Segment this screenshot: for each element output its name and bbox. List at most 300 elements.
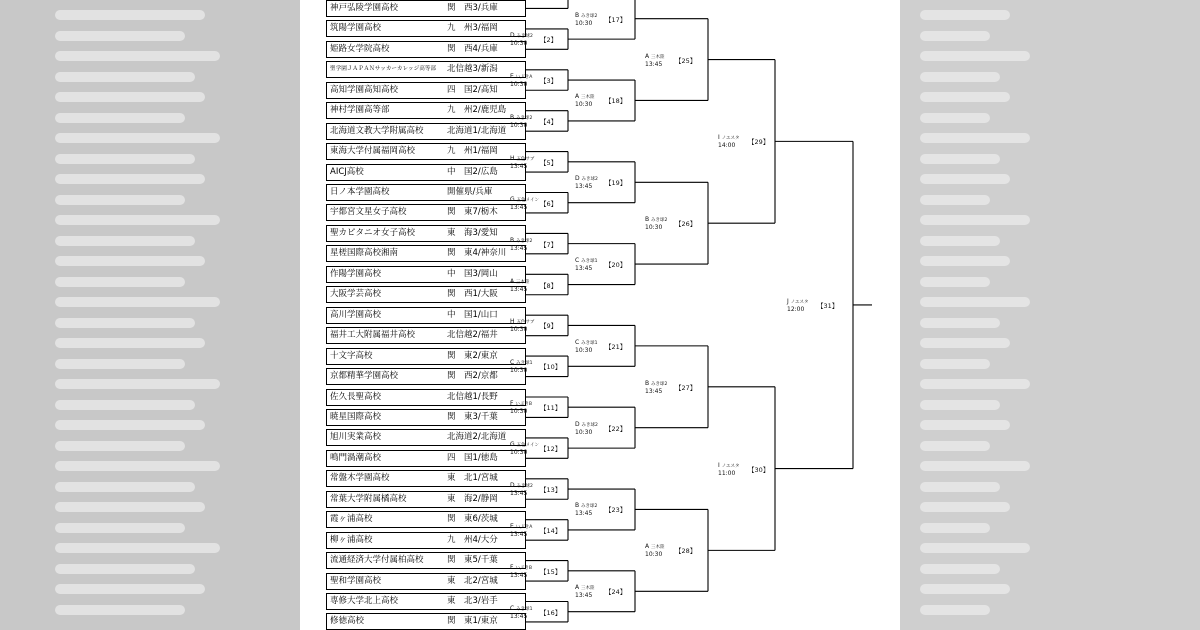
team-name: 修徳高校: [330, 616, 365, 627]
match-number: 【30】: [748, 465, 770, 474]
team-region: 関 東5/千葉: [447, 555, 498, 566]
blurred-row: [920, 482, 1000, 492]
team-region: 九 州3/福岡: [447, 23, 498, 34]
blurred-row: [920, 584, 1010, 594]
team-entry: [326, 409, 526, 426]
match-number: 【13】: [540, 486, 562, 495]
team-name: 専修大学北上高校: [330, 596, 399, 606]
match-info: [510, 114, 532, 129]
match-court: C: [510, 359, 515, 367]
team-region: 開催県/兵庫: [447, 187, 493, 197]
blurred-row: [920, 277, 990, 287]
blurred-row: [55, 543, 220, 553]
team-entry: [326, 204, 526, 221]
blurred-row: [920, 154, 1000, 164]
match-number: 【29】: [748, 138, 770, 147]
match-time: 13:45: [510, 490, 528, 498]
match-court: A: [510, 277, 515, 285]
blurred-row: [920, 543, 1030, 553]
match-court: C: [575, 338, 580, 346]
match-court: B: [575, 11, 580, 19]
blurred-row: [920, 420, 1010, 430]
team-entry: [326, 491, 526, 508]
match-time: 10:30: [575, 428, 593, 436]
team-entry: [326, 532, 526, 549]
match-court: G: [510, 195, 515, 203]
team-name: 暁星国際高校: [330, 411, 382, 422]
blurred-row: [55, 605, 185, 615]
match-info: [575, 12, 597, 27]
team-name: 常盤木学園高校: [330, 473, 390, 484]
team-region: 東 北1/宮城: [447, 473, 498, 484]
match-time: 10:30: [510, 367, 528, 375]
match-time: 13:45: [575, 265, 593, 273]
match-time: 10:30: [510, 449, 528, 457]
team-entry: [326, 245, 526, 262]
blurred-row: [55, 92, 205, 102]
match-venue: 五色メイン: [516, 443, 539, 449]
match-venue: みき球1: [581, 259, 598, 265]
match-venue: 五色サブ: [516, 156, 535, 162]
match-time: 10:30: [510, 326, 528, 334]
match-venue: 三木陸: [651, 545, 665, 551]
match-court: E: [510, 522, 514, 530]
team-entry: [326, 450, 526, 467]
match-time: 13:45: [645, 387, 663, 395]
team-name: 北海道文教大学附属高校: [330, 125, 424, 136]
match-time: 13:45: [575, 510, 593, 518]
team-name: 京都精華学園高校: [330, 371, 399, 382]
match-info: [510, 359, 533, 374]
team-name: 大阪学芸高校: [330, 289, 382, 300]
match-court: C: [575, 257, 580, 265]
blurred-row: [55, 236, 195, 246]
match-info: [510, 155, 534, 170]
match-number: 【17】: [605, 15, 627, 24]
match-number: 【22】: [605, 424, 627, 433]
team-name: 日ノ本学園高校: [330, 187, 390, 197]
team-entry: [326, 389, 526, 406]
match-court: D: [510, 32, 515, 40]
match-court: J: [787, 297, 789, 305]
team-name: 高川学園高校: [330, 309, 382, 320]
match-number: 【14】: [540, 526, 562, 535]
match-info: [575, 175, 598, 190]
match-time: 13:45: [510, 285, 528, 293]
match-venue: いぶきB: [515, 565, 532, 571]
team-entry: [326, 511, 526, 528]
blurred-row: [920, 564, 1000, 574]
team-entry: [326, 286, 526, 303]
blurred-row: [920, 215, 1030, 225]
match-number: 【18】: [605, 97, 627, 106]
match-info: [575, 502, 597, 517]
match-number: 【31】: [817, 301, 839, 310]
team-name: 佐久長聖高校: [330, 391, 382, 402]
match-number: 【28】: [675, 547, 697, 556]
match-venue: ノエスタ: [721, 463, 740, 469]
match-venue: 三木陸: [516, 279, 530, 285]
team-region: 中 国1/山口: [447, 309, 498, 320]
match-number: 【19】: [605, 179, 627, 188]
match-court: B: [645, 379, 650, 387]
match-venue: 五色サブ: [516, 320, 535, 326]
team-name: 聖カピタニオ女子高校: [330, 227, 416, 238]
team-name: 作陽学園高校: [330, 268, 382, 279]
blurred-row: [920, 502, 1010, 512]
match-time: 14:00: [718, 142, 736, 150]
match-venue: 五色メイン: [516, 197, 539, 203]
team-name: 旭川実業高校: [330, 432, 382, 443]
match-time: 13:45: [575, 183, 593, 191]
blurred-row: [920, 441, 990, 451]
match-court: D: [575, 420, 580, 428]
team-region: 関 西1/大阪: [447, 289, 498, 300]
match-court: A: [645, 52, 650, 60]
blurred-row: [55, 318, 195, 328]
match-venue: ノエスタ: [790, 299, 809, 305]
match-court: I: [718, 134, 720, 142]
match-time: 13:45: [510, 162, 528, 170]
blurred-row: [920, 605, 990, 615]
match-number: 【20】: [605, 261, 627, 270]
team-name: 姫路女学院高校: [330, 43, 390, 54]
match-venue: みき球2: [651, 381, 668, 387]
team-region: 北海道2/北海道: [447, 432, 507, 443]
team-name: 福井工大附属福井高校: [330, 330, 416, 341]
match-time: 13:45: [510, 203, 528, 211]
blurred-row: [920, 195, 990, 205]
team-entry: [326, 82, 526, 99]
team-entry: [326, 266, 526, 283]
team-name: 星槎国際高校湘南: [330, 248, 399, 259]
match-info: [575, 421, 598, 436]
team-name: 十文字高校: [330, 350, 373, 361]
team-region: 中 国3/岡山: [447, 268, 498, 279]
match-court: A: [575, 584, 580, 592]
match-venue: ノエスタ: [721, 136, 740, 142]
match-number: 【6】: [540, 199, 558, 208]
team-entry: [326, 164, 526, 181]
team-entry: [326, 573, 526, 590]
match-number: 【26】: [675, 220, 697, 229]
match-venue: 三木陸: [581, 586, 595, 592]
team-region: 東 北3/岩手: [447, 596, 498, 606]
match-number: 【12】: [540, 445, 562, 454]
match-time: 10:30: [575, 346, 593, 354]
blurred-row: [920, 51, 1030, 61]
match-time: 11:00: [718, 469, 736, 477]
blurred-row: [55, 195, 185, 205]
blurred-row: [55, 154, 195, 164]
match-number: 【3】: [540, 77, 558, 86]
team-name: 筑陽学園高校: [330, 23, 382, 34]
match-court: A: [575, 93, 580, 101]
team-region: 関 東1/東京: [447, 616, 498, 627]
blurred-row: [55, 338, 205, 348]
blurred-row: [55, 420, 205, 430]
match-venue: 三木陸: [581, 95, 595, 101]
match-number: 【25】: [675, 56, 697, 65]
match-info: [510, 564, 532, 579]
match-time: 10:30: [510, 81, 528, 89]
match-venue: みき球2: [581, 422, 598, 428]
match-venue: みき球1: [516, 361, 533, 367]
blurred-row: [920, 256, 1010, 266]
blurred-row: [920, 338, 1010, 348]
team-region: 関 西2/京都: [447, 371, 498, 382]
team-region: 関 東6/茨城: [447, 514, 498, 525]
team-region: 東 海3/愛知: [447, 227, 498, 238]
team-name: 柳ヶ浦高校: [330, 534, 373, 545]
match-info: [645, 543, 665, 558]
match-number: 【11】: [540, 404, 562, 413]
match-info: [575, 257, 598, 272]
match-info: [510, 605, 533, 620]
match-time: 10:30: [575, 101, 593, 109]
team-entry: [326, 613, 526, 630]
blurred-row: [55, 256, 205, 266]
match-info: [787, 298, 808, 313]
match-court: B: [645, 216, 650, 224]
match-court: H: [510, 318, 515, 326]
match-info: [510, 32, 533, 47]
tournament-bracket: [300, 0, 900, 630]
team-name: 流通経済大学付属柏高校: [330, 555, 424, 566]
match-court: F: [510, 400, 514, 408]
match-time: 10:30: [645, 224, 663, 232]
team-region: 関 東7/栃木: [447, 207, 498, 218]
team-name: 聖学園ＪＡＰＡＮサッカーカレッジ高等部: [330, 66, 437, 73]
team-region: 九 州4/大分: [447, 534, 498, 545]
team-region: 中 国2/広島: [447, 166, 498, 177]
match-number: 【4】: [540, 117, 558, 126]
team-name: 宇都宮文星女子高校: [330, 207, 407, 218]
match-court: B: [575, 502, 580, 510]
match-info: [575, 93, 595, 108]
blurred-row: [920, 174, 1010, 184]
blurred-row: [55, 359, 185, 369]
blurred-row: [55, 523, 185, 533]
blurred-row: [920, 72, 1000, 82]
blurred-row: [55, 379, 220, 389]
blurred-right-panel: [900, 0, 1200, 630]
blurred-row: [920, 10, 1010, 20]
match-venue: いぶきA: [515, 524, 533, 530]
team-entry: [326, 0, 526, 17]
blurred-row: [55, 400, 195, 410]
match-info: [510, 196, 539, 211]
team-region: 関 東2/東京: [447, 350, 498, 361]
team-region: 北信越3/新潟: [447, 64, 498, 75]
team-region: 九 州2/鹿児島: [447, 105, 507, 116]
match-time: 13:45: [575, 592, 593, 600]
match-court: B: [510, 236, 515, 244]
match-info: [510, 73, 532, 88]
match-time: 10:30: [510, 408, 528, 416]
team-region: 北信越2/福井: [447, 330, 498, 341]
match-court: H: [510, 154, 515, 162]
match-info: [510, 482, 533, 497]
match-venue: みき球2: [516, 484, 533, 490]
match-court: G: [510, 441, 515, 449]
team-name: 神戸弘陵学園高校: [330, 2, 399, 13]
blurred-row: [55, 502, 205, 512]
match-time: 10:30: [510, 40, 528, 48]
match-time: 10:30: [510, 121, 528, 129]
team-entry: [326, 143, 526, 160]
team-region: 関 西3/兵庫: [447, 2, 498, 13]
team-region: 四 国2/高知: [447, 84, 498, 95]
match-court: D: [575, 175, 580, 183]
team-entry: [326, 123, 526, 140]
blurred-row: [920, 461, 1030, 471]
team-entry: [326, 184, 526, 201]
team-region: 四 国1/徳島: [447, 452, 498, 463]
blurred-row: [55, 297, 220, 307]
match-info: [645, 216, 667, 231]
match-number: 【16】: [540, 608, 562, 617]
match-number: 【7】: [540, 240, 558, 249]
match-venue: みき球2: [581, 504, 598, 510]
match-info: [510, 441, 539, 456]
team-region: 北海道1/北海道: [447, 125, 507, 136]
blurred-row: [55, 51, 220, 61]
match-number: 【9】: [540, 322, 558, 331]
blurred-row: [920, 133, 1030, 143]
match-number: 【27】: [675, 383, 697, 392]
blurred-row: [920, 236, 1000, 246]
team-region: 九 州1/福岡: [447, 146, 498, 157]
blurred-row: [920, 297, 1030, 307]
blurred-row: [55, 461, 220, 471]
match-info: [575, 584, 595, 599]
team-entry: [326, 368, 526, 385]
match-info: [575, 339, 598, 354]
team-entry: [326, 348, 526, 365]
match-number: 【5】: [540, 158, 558, 167]
team-entry: [326, 429, 526, 449]
blurred-row: [55, 113, 185, 123]
blurred-row: [55, 441, 185, 451]
match-venue: みき球2: [516, 238, 533, 244]
match-number: 【2】: [540, 36, 558, 45]
blurred-row: [920, 359, 990, 369]
match-number: 【21】: [605, 342, 627, 351]
team-name: 神村学園高等部: [330, 105, 390, 116]
match-court: B: [510, 113, 515, 121]
match-number: 【24】: [605, 588, 627, 597]
match-court: D: [510, 482, 515, 490]
match-venue: みき球2: [651, 218, 668, 224]
team-name: 鳴門渦潮高校: [330, 452, 382, 463]
blurred-row: [55, 277, 185, 287]
blurred-row: [55, 482, 195, 492]
match-court: F: [510, 563, 514, 571]
match-venue: みき球1: [581, 340, 598, 346]
match-number: 【23】: [605, 506, 627, 515]
match-time: 10:30: [575, 19, 593, 27]
blurred-row: [55, 72, 195, 82]
match-info: [718, 462, 739, 477]
match-time: 13:45: [510, 612, 528, 620]
match-court: C: [510, 604, 515, 612]
blurred-row: [920, 400, 1000, 410]
match-info: [510, 237, 532, 252]
match-time: 13:45: [645, 60, 663, 68]
match-venue: みき球2: [581, 177, 598, 183]
blurred-row: [55, 215, 220, 225]
team-entry: [326, 552, 526, 569]
match-court: E: [510, 73, 514, 81]
blurred-row: [55, 133, 220, 143]
match-court: I: [718, 461, 720, 469]
team-entry: [326, 593, 526, 610]
team-name: AICJ高校: [330, 166, 364, 177]
team-name: 東海大学付属福岡高校: [330, 146, 416, 157]
blurred-row: [55, 174, 205, 184]
team-entry: [326, 327, 526, 344]
blurred-row: [920, 92, 1010, 102]
team-region: 関 西4/兵庫: [447, 43, 498, 54]
match-venue: 三木陸: [651, 54, 665, 60]
match-venue: みき球2: [516, 34, 533, 40]
blurred-row: [55, 10, 205, 20]
match-info: [510, 318, 534, 333]
match-number: 【15】: [540, 567, 562, 576]
team-region: 北信越1/長野: [447, 391, 498, 402]
team-region: 東 海2/静岡: [447, 493, 498, 504]
team-region: 関 東3/千葉: [447, 411, 498, 422]
team-region: 関 東4/神奈川: [447, 248, 507, 259]
team-entry: [326, 102, 526, 119]
blurred-row: [55, 564, 195, 574]
match-time: 13:45: [510, 571, 528, 579]
match-venue: いぶきA: [515, 75, 533, 81]
team-name: 常葉大学附属橘高校: [330, 493, 407, 504]
blurred-row: [55, 31, 185, 41]
match-time: 12:00: [787, 305, 805, 313]
team-name: 霞ヶ浦高校: [330, 514, 373, 525]
blurred-row: [55, 584, 205, 594]
match-time: 13:45: [510, 530, 528, 538]
match-time: 13:45: [510, 244, 528, 252]
match-venue: みき球2: [516, 115, 533, 121]
match-time: 10:30: [645, 551, 663, 559]
match-info: [510, 523, 532, 538]
blurred-left-panel: [0, 0, 300, 630]
blurred-row: [920, 523, 990, 533]
match-venue: みき球2: [581, 13, 598, 19]
blurred-row: [920, 31, 990, 41]
match-venue: みき球1: [516, 606, 533, 612]
match-info: [510, 400, 532, 415]
match-court: A: [645, 543, 650, 551]
match-info: [645, 53, 665, 68]
team-region: 東 北2/宮城: [447, 575, 498, 586]
team-name: 聖和学園高校: [330, 575, 382, 586]
match-info: [718, 134, 739, 149]
match-info: [645, 380, 667, 395]
match-number: 【10】: [540, 363, 562, 372]
blurred-row: [920, 379, 1030, 389]
match-number: 【8】: [540, 281, 558, 290]
team-entry: [326, 307, 526, 324]
team-name: 高知学園高知高校: [330, 84, 399, 95]
blurred-row: [920, 113, 990, 123]
team-entry: [326, 225, 526, 242]
team-entry: [326, 41, 526, 58]
